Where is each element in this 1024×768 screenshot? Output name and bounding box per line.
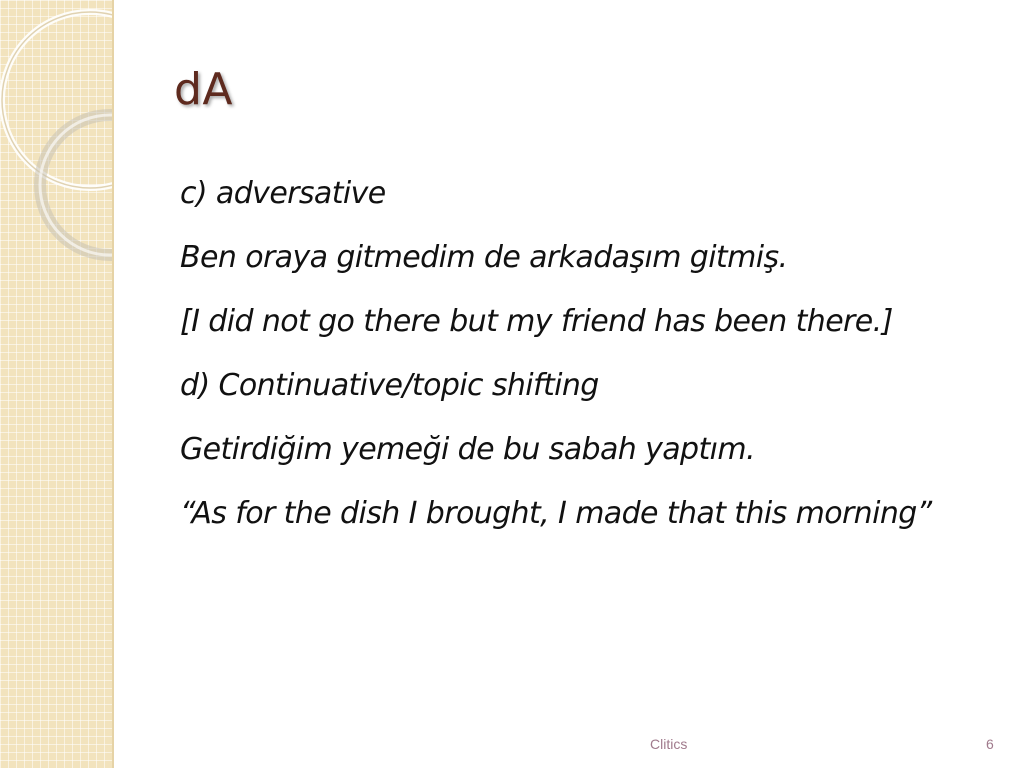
body-line: Ben oraya gitmedim de arkadaşım gitmiş.: [180, 240, 788, 275]
body-line: c) adversative: [180, 176, 386, 211]
band-edge-divider: [112, 0, 114, 768]
body-line: [I did not go there but my friend has been there.]: [180, 304, 893, 339]
footer-title: Clitics: [650, 736, 688, 752]
body-line: d) Continuative/topic shifting: [180, 368, 599, 403]
decorative-circles-graphic: [0, 0, 112, 280]
slide-number: 6: [986, 736, 994, 752]
slide-body: [180, 172, 940, 556]
left-decorative-band: [0, 0, 112, 768]
body-line: Getirdiğim yemeği de bu sabah yaptım.: [180, 432, 755, 467]
slide-title: dA: [174, 64, 234, 115]
body-line: “As for the dish I brought, I made that this morning”: [180, 496, 932, 531]
